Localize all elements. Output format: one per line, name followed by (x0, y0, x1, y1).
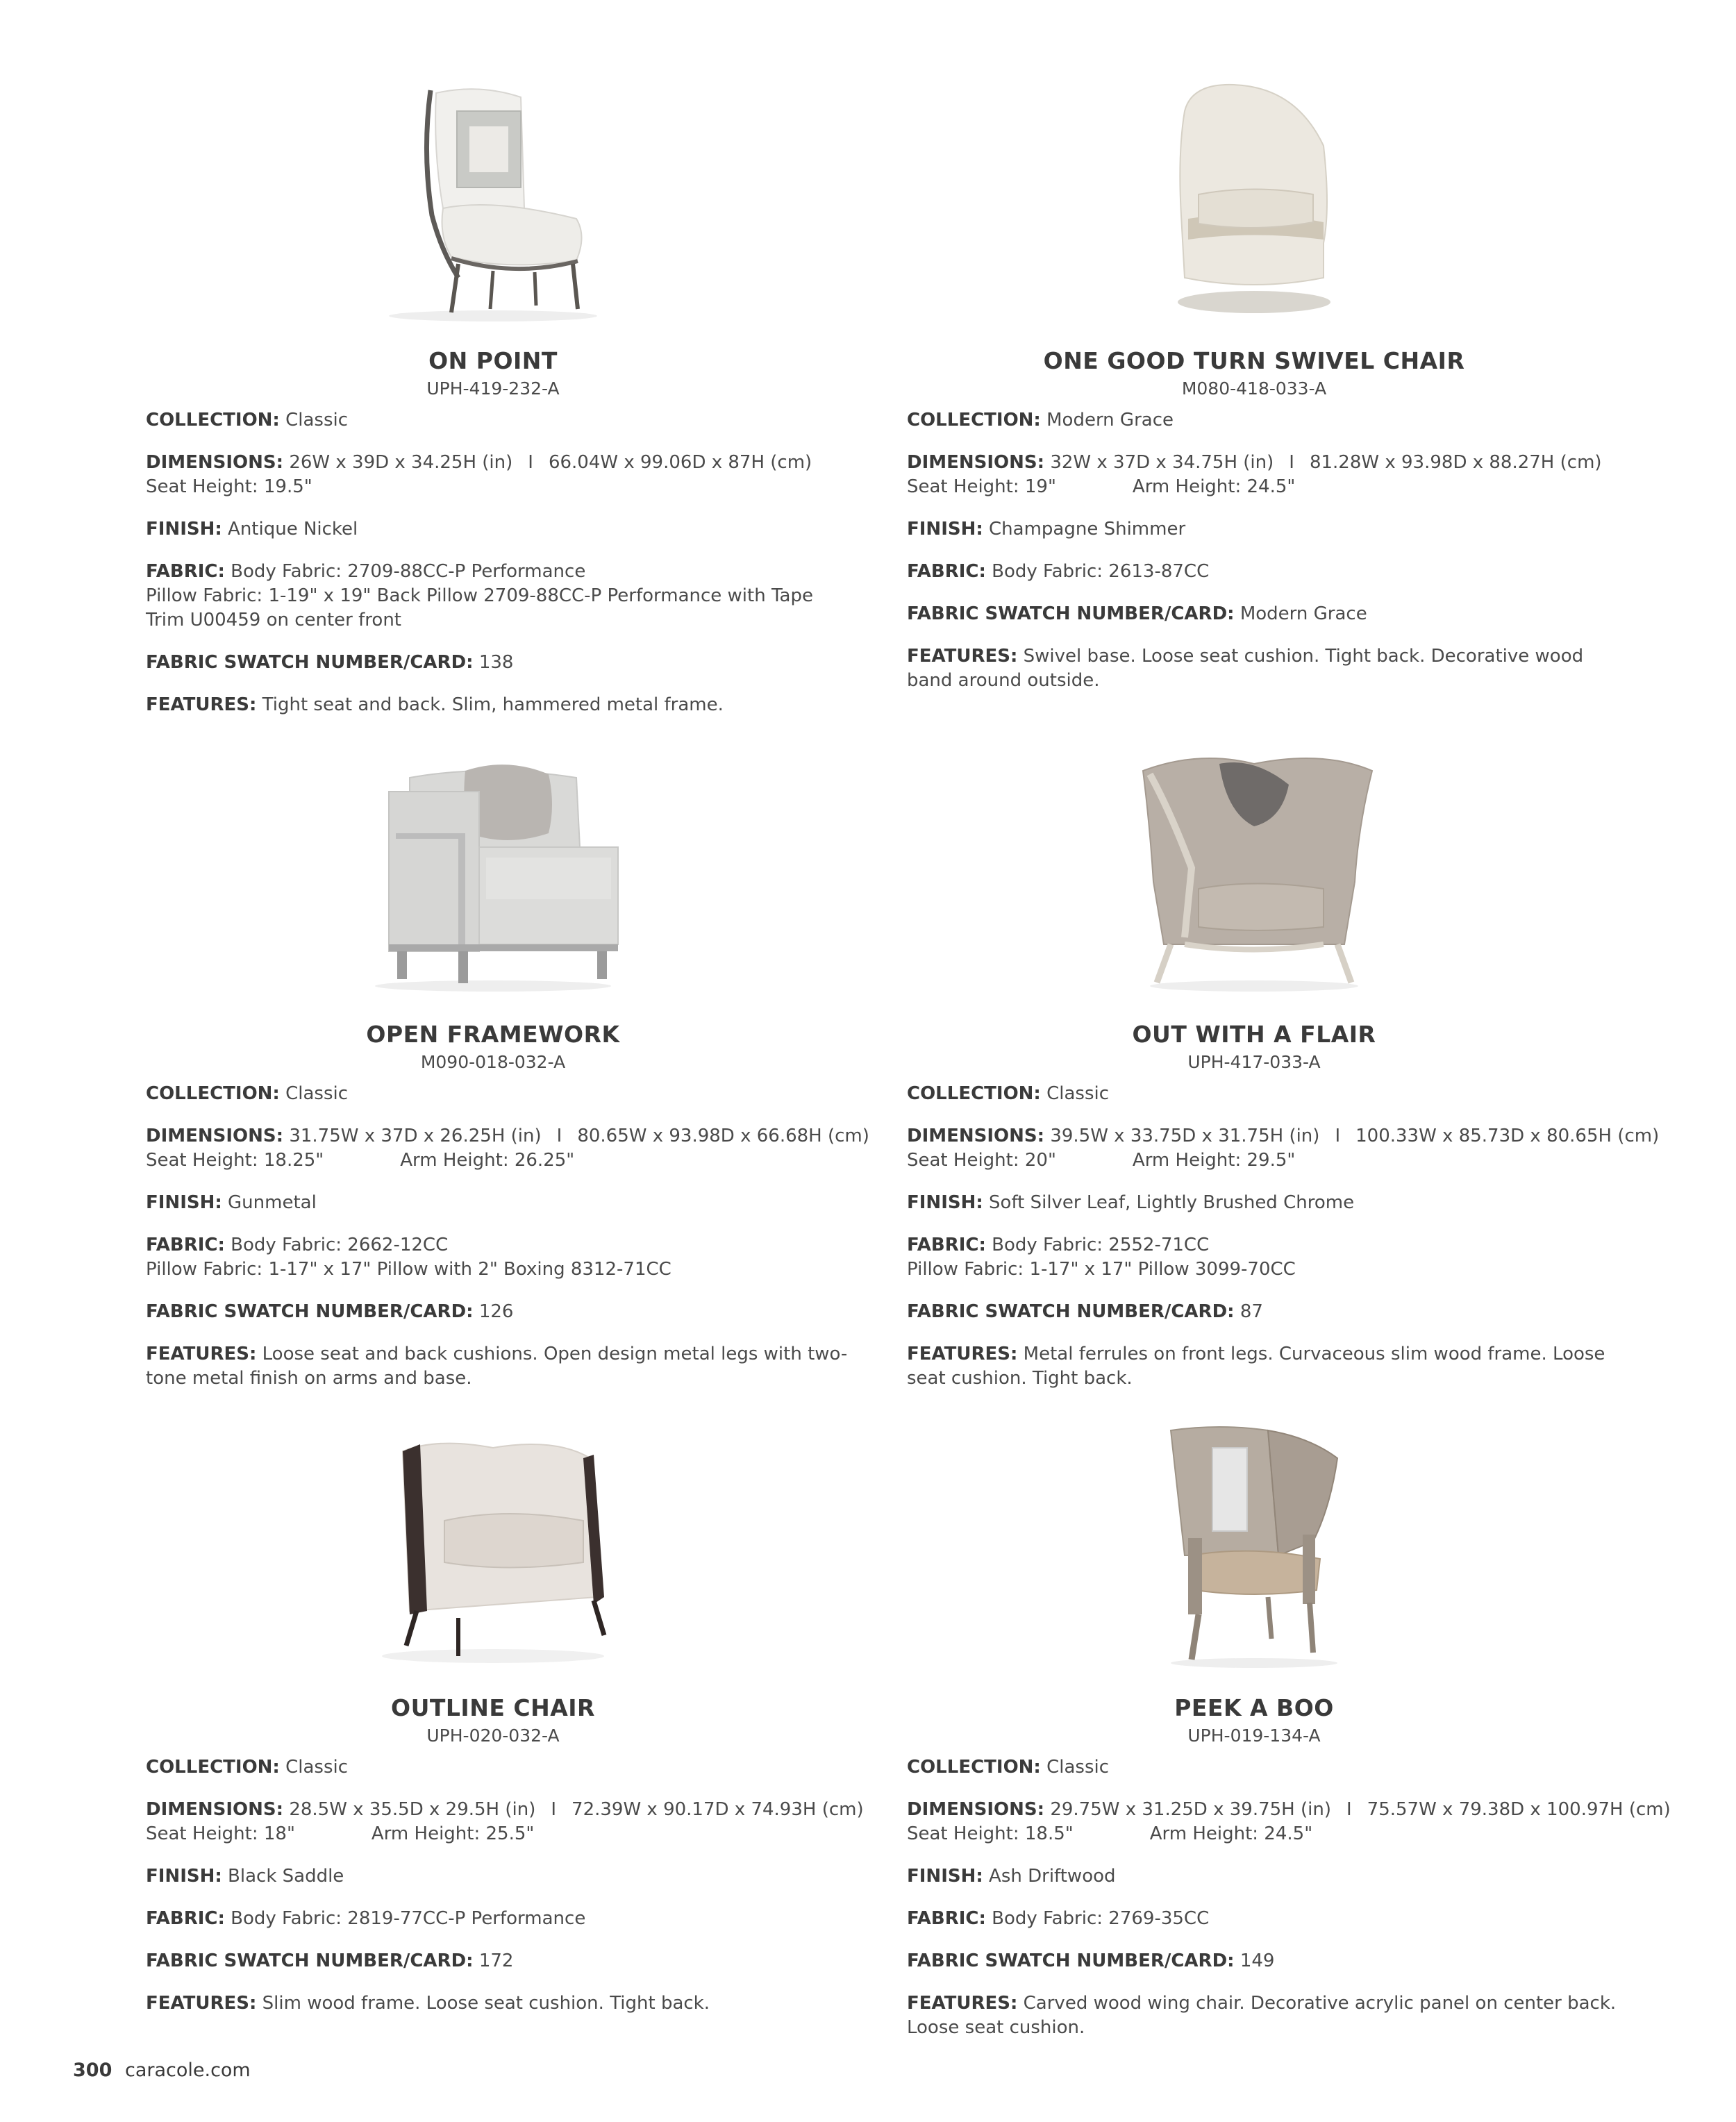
product-name: OPEN FRAMEWORK (366, 1021, 620, 1048)
seat-height: Seat Height: 19" (907, 476, 1056, 497)
swatch-label: FABRIC SWATCH NUMBER/CARD: (146, 1950, 474, 1971)
features-text-cont: Loose seat cushion. (907, 2017, 1085, 2038)
dimensions-cm: 75.57W x 79.38D x 100.97H (cm) (1367, 1799, 1671, 1820)
product-name: OUTLINE CHAIR (391, 1694, 595, 1721)
features-label: FEATURES: (907, 1993, 1018, 2014)
dimensions-cm: 81.28W x 93.98D x 88.27H (cm) (1309, 452, 1602, 473)
finish-label: FINISH: (907, 1866, 983, 1887)
features-row (146, 1991, 840, 2016)
collection-value: Classic (1046, 1083, 1110, 1104)
swatch-value: 149 (1240, 1950, 1275, 1971)
fabric-label: FABRIC: (146, 1908, 225, 1929)
features-label: FEATURES: (907, 1344, 1018, 1364)
seat-height: Seat Height: 18" (146, 1823, 295, 1844)
features-text-cont: seat cushion. Tight back. (907, 1368, 1133, 1389)
collection-label: COLLECTION: (146, 1757, 280, 1778)
dimensions-in: 39.5W x 33.75D x 31.75H (in) (1050, 1126, 1320, 1146)
features-text: Swivel base. Loose seat cushion. Tight back. Decorative wood (1023, 646, 1584, 667)
features-row (146, 1342, 848, 1391)
collection-label: COLLECTION: (907, 410, 1041, 431)
finish-row (907, 517, 1601, 542)
dimensions-row (146, 451, 840, 499)
dimensions-cm: 80.65W x 93.98D x 66.68H (cm) (577, 1126, 869, 1146)
collection-row (907, 408, 1601, 433)
dimensions-row (146, 1798, 864, 1846)
product-photo (146, 743, 840, 1000)
product-name: OUT WITH A FLAIR (1132, 1021, 1376, 1048)
product-name: ONE GOOD TURN SWIVEL CHAIR (1043, 347, 1465, 374)
product-sku: M080-418-033-A (1181, 378, 1327, 399)
features-row (907, 1991, 1617, 2040)
club-chair-image (347, 743, 639, 1000)
collection-value: Classic (285, 1757, 349, 1778)
dimensions-separator: I (551, 1799, 557, 1820)
finish-row (907, 1191, 1601, 1215)
fabric-row (146, 560, 840, 633)
fabric-label: FABRIC: (907, 561, 986, 582)
flared-chair-image (1115, 743, 1393, 1000)
dimensions-cm: 72.39W x 90.17D x 74.93H (cm) (571, 1799, 864, 1820)
seat-height: Seat Height: 18.25" (146, 1150, 324, 1171)
product-sku: UPH-419-232-A (426, 378, 560, 399)
dimensions-in: 32W x 37D x 34.75H (in) (1050, 452, 1274, 473)
fabric-body: Body Fabric: 2552-71CC (992, 1235, 1210, 1255)
swatch-value: Modern Grace (1240, 603, 1367, 624)
seat-height: Seat Height: 20" (907, 1150, 1056, 1171)
dimensions-separator: I (528, 452, 533, 473)
arm-height: Arm Height: 26.25" (400, 1150, 575, 1171)
swatch-value: 138 (478, 652, 514, 673)
product-photo (146, 69, 840, 326)
finish-row (146, 1191, 840, 1215)
dimensions-in: 28.5W x 35.5D x 29.5H (in) (289, 1799, 536, 1820)
features-label: FEATURES: (907, 646, 1018, 667)
arm-height: Arm Height: 29.5" (1132, 1150, 1296, 1171)
finish-row (907, 1864, 1601, 1889)
finish-label: FINISH: (146, 1866, 222, 1887)
product-out-with-a-flair (907, 743, 1660, 1391)
features-text-cont: band around outside. (907, 670, 1100, 691)
product-one-good-turn (907, 69, 1601, 693)
dimensions-separator: I (1289, 452, 1294, 473)
collection-value: Classic (285, 410, 349, 431)
dimensions-separator: I (1335, 1126, 1341, 1146)
finish-value: Soft Silver Leaf, Lightly Brushed Chrome (989, 1192, 1355, 1213)
page-number: 300 (73, 2060, 112, 2081)
dimensions-label: DIMENSIONS: (146, 1126, 284, 1146)
page-footer (73, 2060, 251, 2081)
fabric-body: Body Fabric: 2662-12CC (231, 1235, 449, 1255)
product-sku: UPH-019-134-A (1187, 1726, 1321, 1746)
collection-row (146, 408, 840, 433)
dimensions-cm: 66.04W x 99.06D x 87H (cm) (548, 452, 812, 473)
collection-row (146, 1082, 840, 1106)
swatch-row (907, 1300, 1601, 1324)
fabric-pillow: Pillow Fabric: 1-19" x 19" Back Pillow 2709-88CC-P Performance with Tape (146, 585, 813, 606)
arm-height: Arm Height: 24.5" (1132, 476, 1296, 497)
fabric-row (907, 560, 1601, 584)
features-label: FEATURES: (146, 1344, 257, 1364)
finish-row (146, 1864, 840, 1889)
collection-label: COLLECTION: (146, 410, 280, 431)
swatch-label: FABRIC SWATCH NUMBER/CARD: (907, 603, 1235, 624)
armless-chair-image (347, 69, 639, 326)
swatch-row (907, 602, 1601, 626)
features-row (146, 693, 840, 717)
fabric-label: FABRIC: (907, 1235, 986, 1255)
seat-height: Seat Height: 18.5" (907, 1823, 1074, 1844)
fabric-body: Body Fabric: 2613-87CC (992, 561, 1210, 582)
finish-value: Champagne Shimmer (989, 519, 1186, 540)
fabric-body: Body Fabric: 2769-35CC (992, 1908, 1210, 1929)
swatch-label: FABRIC SWATCH NUMBER/CARD: (146, 652, 474, 673)
features-text-cont: tone metal finish on arms and base. (146, 1368, 472, 1389)
features-text: Carved wood wing chair. Decorative acrylic panel on center back. (1023, 1993, 1617, 2014)
fabric-body: Body Fabric: 2709-88CC-P Performance (231, 561, 586, 582)
collection-row (907, 1082, 1601, 1106)
dimensions-label: DIMENSIONS: (146, 452, 284, 473)
fabric-body: Body Fabric: 2819-77CC-P Performance (231, 1908, 586, 1929)
product-photo (146, 1417, 840, 1673)
features-text: Loose seat and back cushions. Open design metal legs with two- (262, 1344, 848, 1364)
product-outline-chair (146, 1417, 864, 2016)
dimensions-row (146, 1124, 869, 1173)
dimensions-row (907, 451, 1601, 499)
dimensions-cm: 100.33W x 85.73D x 80.65H (cm) (1355, 1126, 1660, 1146)
product-open-framework (146, 743, 869, 1391)
swatch-row (146, 651, 840, 675)
finish-value: Gunmetal (228, 1192, 317, 1213)
features-text: Metal ferrules on front legs. Curvaceous slim wood frame. Loose (1023, 1344, 1605, 1364)
product-peek-a-boo (907, 1417, 1671, 2040)
fabric-row (146, 1907, 840, 1931)
seat-height: Seat Height: 19.5" (146, 476, 312, 497)
finish-row (146, 517, 840, 542)
dimensions-row (907, 1798, 1671, 1846)
swatch-label: FABRIC SWATCH NUMBER/CARD: (907, 1301, 1235, 1322)
fabric-row (146, 1233, 840, 1282)
dimensions-label: DIMENSIONS: (907, 1126, 1045, 1146)
product-name: PEEK A BOO (1174, 1694, 1334, 1721)
collection-value: Classic (285, 1083, 349, 1104)
fabric-pillow: Pillow Fabric: 1-17" x 17" Pillow 3099-70CC (907, 1259, 1296, 1280)
finish-value: Black Saddle (228, 1866, 344, 1887)
product-sku: UPH-020-032-A (426, 1726, 560, 1746)
product-name: ON POINT (428, 347, 558, 374)
dimensions-in: 29.75W x 31.25D x 39.75H (in) (1050, 1799, 1331, 1820)
collection-label: COLLECTION: (907, 1757, 1041, 1778)
finish-value: Ash Driftwood (989, 1866, 1116, 1887)
product-sku: M090-018-032-A (420, 1052, 566, 1072)
fabric-row (907, 1907, 1601, 1931)
arm-height: Arm Height: 25.5" (371, 1823, 535, 1844)
finish-label: FINISH: (907, 519, 983, 540)
collection-label: COLLECTION: (146, 1083, 280, 1104)
dimensions-label: DIMENSIONS: (146, 1799, 284, 1820)
swivel-chair-image (1122, 69, 1386, 326)
collection-row (907, 1755, 1601, 1780)
collection-label: COLLECTION: (907, 1083, 1041, 1104)
features-row (907, 1342, 1605, 1391)
swatch-value: 87 (1240, 1301, 1263, 1322)
features-text: Tight seat and back. Slim, hammered metal frame. (262, 694, 724, 715)
features-text: Slim wood frame. Loose seat cushion. Tight back. (262, 1993, 710, 2014)
finish-label: FINISH: (146, 1192, 222, 1213)
fabric-label: FABRIC: (146, 1235, 225, 1255)
dimensions-label: DIMENSIONS: (907, 1799, 1045, 1820)
swatch-value: 172 (478, 1950, 514, 1971)
features-label: FEATURES: (146, 694, 257, 715)
swatch-row (907, 1949, 1601, 1973)
outline-chair-image (354, 1417, 632, 1673)
dimensions-label: DIMENSIONS: (907, 452, 1045, 473)
dimensions-separator: I (1346, 1799, 1352, 1820)
dimensions-in: 26W x 39D x 34.25H (in) (289, 452, 513, 473)
arm-height: Arm Height: 24.5" (1149, 1823, 1313, 1844)
collection-row (146, 1755, 840, 1780)
swatch-row (146, 1300, 840, 1324)
site-url: caracole.com (124, 2060, 251, 2081)
finish-label: FINISH: (146, 519, 222, 540)
features-row (907, 644, 1601, 693)
product-photo (907, 1417, 1601, 1673)
fabric-label: FABRIC: (907, 1908, 986, 1929)
swatch-row (146, 1949, 840, 1973)
collection-value: Modern Grace (1046, 410, 1174, 431)
features-label: FEATURES: (146, 1993, 257, 2014)
swatch-value: 126 (478, 1301, 514, 1322)
fabric-pillow: Pillow Fabric: 1-17" x 17" Pillow with 2" Boxing 8312-71CC (146, 1259, 671, 1280)
fabric-label: FABRIC: (146, 561, 225, 582)
dimensions-row (907, 1124, 1660, 1173)
fabric-row (907, 1233, 1601, 1282)
swatch-label: FABRIC SWATCH NUMBER/CARD: (907, 1950, 1235, 1971)
product-on-point (146, 69, 840, 717)
fabric-pillow-cont: Trim U00459 on center front (146, 610, 401, 630)
finish-value: Antique Nickel (228, 519, 358, 540)
dimensions-separator: I (556, 1126, 562, 1146)
product-photo (907, 69, 1601, 326)
product-sku: UPH-417-033-A (1187, 1052, 1321, 1072)
finish-label: FINISH: (907, 1192, 983, 1213)
wing-chair-image (1129, 1417, 1379, 1673)
swatch-label: FABRIC SWATCH NUMBER/CARD: (146, 1301, 474, 1322)
collection-value: Classic (1046, 1757, 1110, 1778)
product-photo (907, 743, 1601, 1000)
dimensions-in: 31.75W x 37D x 26.25H (in) (289, 1126, 542, 1146)
